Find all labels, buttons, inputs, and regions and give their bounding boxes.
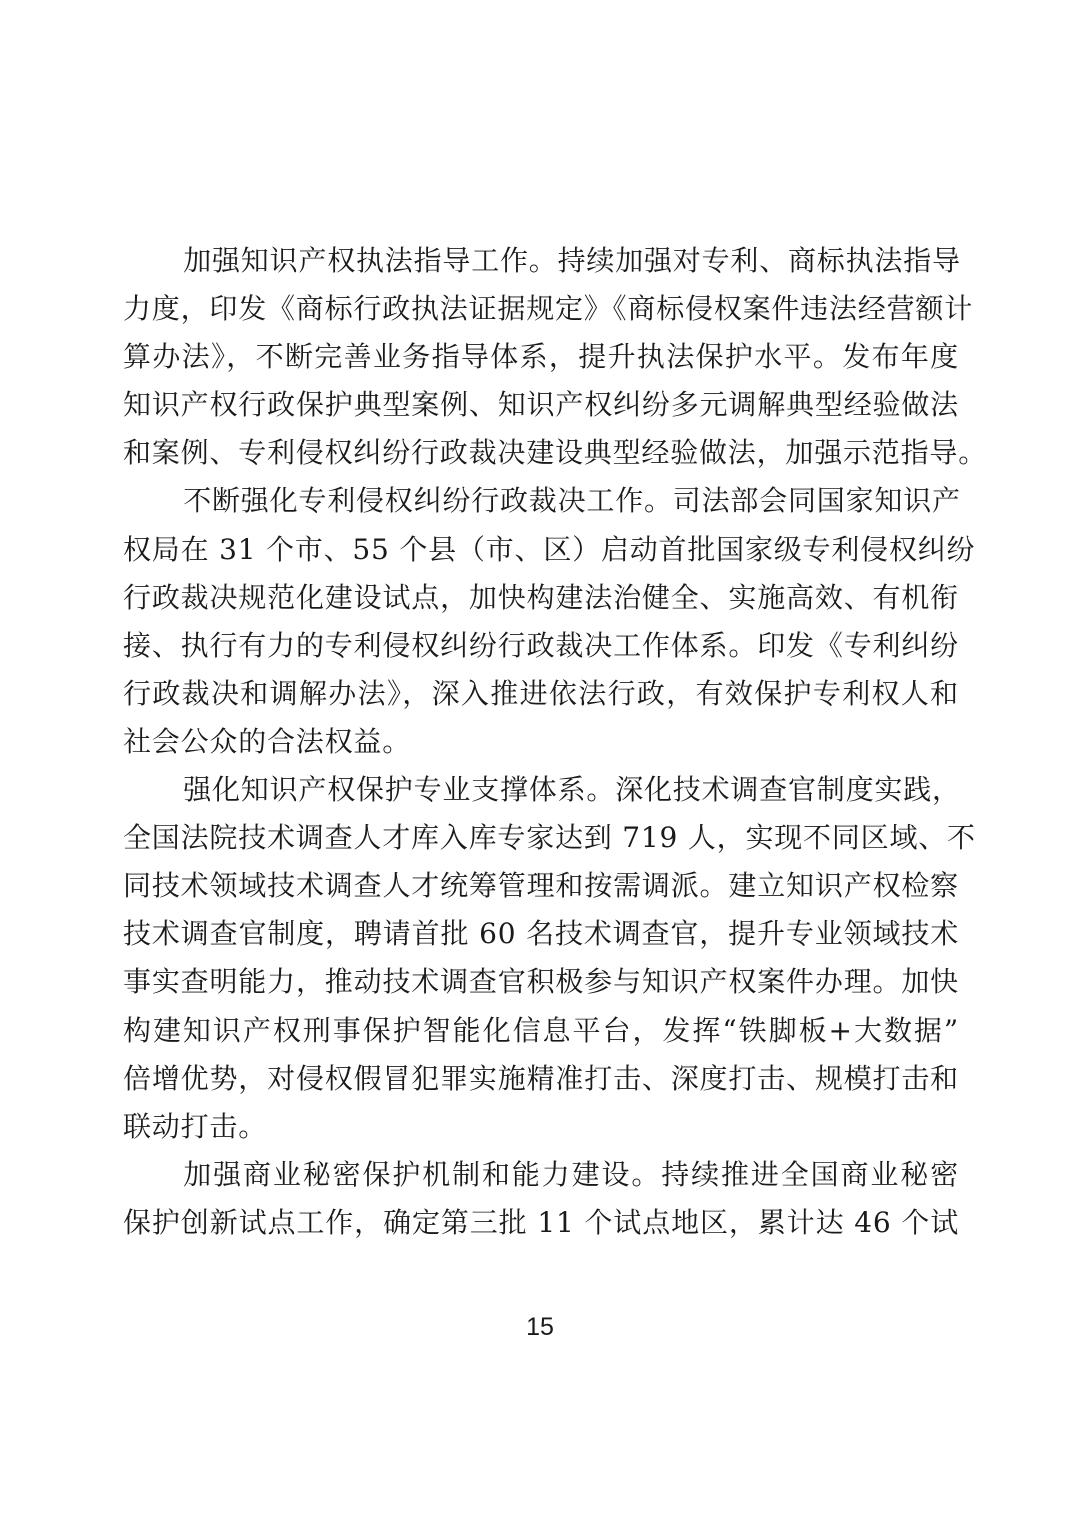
text-line: 社会公众的合法权益。 [123, 724, 412, 758]
text-line: 和案例、专利侵权纠纷行政裁决建设典型经验做法，加强示范指导。 [123, 436, 988, 470]
text-line: 保护创新试点工作，确定第三批 11 个试点地区，累计达 46 个试 [123, 1205, 959, 1239]
text-line: 不断强化专利侵权纠纷行政裁决工作。司法部会同国家知识产 [183, 484, 961, 518]
text-line: 加强商业秘密保护机制和能力建设。持续推进全国商业秘密 [183, 1157, 959, 1191]
text-line: 知识产权行政保护典型案例、知识产权纠纷多元调解典型经验做法 [123, 388, 959, 422]
text-line: 力度，印发《商标行政执法证据规定》《商标侵权案件违法经营额计 [123, 292, 974, 326]
text-line: 行政裁决规范化建设试点，加快构建法治健全、实施高效、有机衔 [123, 580, 959, 614]
text-line: 权局在 31 个市、55 个县（市、区）启动首批国家级专利侵权纠纷 [123, 532, 976, 566]
text-line: 联动打击。 [123, 1109, 268, 1143]
text-line: 接、执行有力的专利侵权纠纷行政裁决工作体系。印发《专利纠纷 [123, 628, 959, 662]
body-text [123, 237, 988, 1247]
text-line: 技术调查官制度，聘请首批 60 名技术调查官，提升专业领域技术 [123, 917, 959, 951]
paragraph-professional-support-system [123, 766, 976, 1151]
text-line: 算办法》，不断完善业务指导体系，提升执法保护水平。发布年度 [123, 340, 959, 374]
text-line: 事实查明能力，推动技术调查官积极参与知识产权案件办理。加快 [123, 965, 959, 999]
text-line: 强化知识产权保护专业支撑体系。深化技术调查官制度实践， [183, 773, 961, 807]
paragraph-trade-secret-protection [123, 1151, 959, 1247]
text-line: 倍增优势，对侵权假冒犯罪实施精准打击、深度打击、规模打击和 [123, 1061, 959, 1095]
text-line: 同技术领域技术调查人才统筹管理和按需调派。建立知识产权检察 [123, 869, 959, 903]
text-line: 行政裁决和调解办法》，深入推进依法行政，有效保护专利权人和 [123, 676, 959, 710]
page-number: 15 [526, 1313, 554, 1341]
paragraph-patent-administrative-ruling [123, 477, 976, 766]
text-line: 全国法院技术调查人才库入库专家达到 719 人，实现不同区域、不 [123, 821, 976, 855]
paragraph-ip-enforcement-guidance [123, 237, 988, 477]
text-line: 加强知识产权执法指导工作。持续加强对专利、商标执法指导 [183, 244, 961, 277]
text-line: 构建知识产权刑事保护智能化信息平台，发挥“铁脚板+大数据” [123, 1013, 959, 1047]
